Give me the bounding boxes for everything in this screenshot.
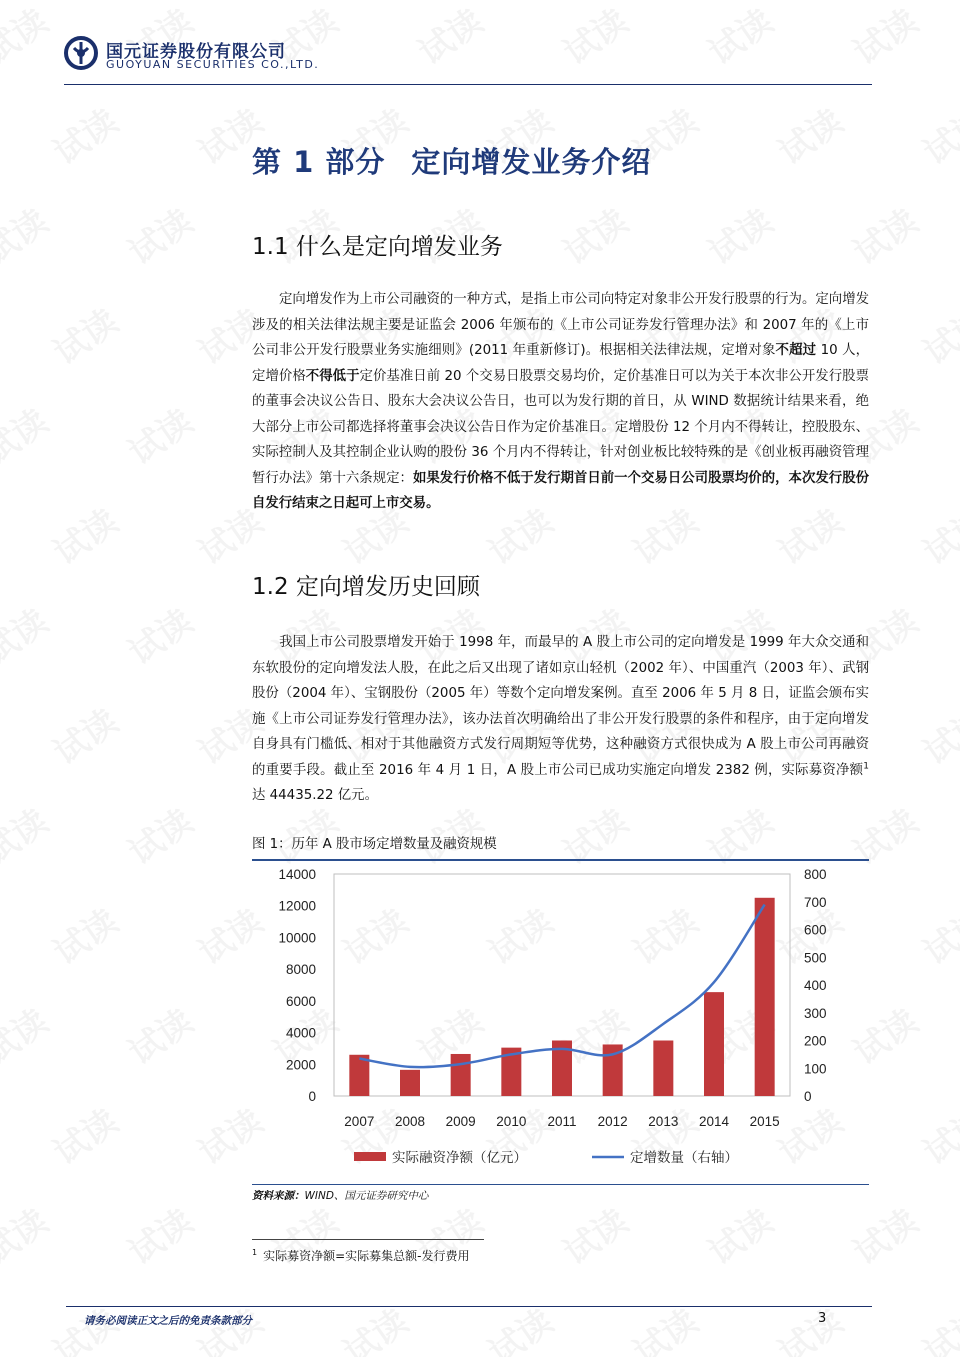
- legend-bar-label: 实际融资净额（亿元）: [392, 1150, 527, 1166]
- watermark-text: [912, 495, 960, 574]
- x-tick-label: 2007: [344, 1114, 375, 1129]
- x-tick-label: 2009: [445, 1114, 476, 1129]
- y-right-tick-label: 100: [804, 1061, 827, 1077]
- chart: [252, 862, 869, 1184]
- y-left-tick-label: 14000: [278, 867, 316, 882]
- y-left-tick-label: 4000: [285, 1025, 316, 1041]
- y-right-tick-label: 800: [804, 867, 827, 882]
- watermark-text: [42, 695, 126, 774]
- para1-text-1: 定向增发作为上市公司融资的一种方式，是指上市公司向特定对象非公开发行股票的行为。定向增发涉及的相关法律法规主要是证监会 2006 年颁布的《上市公司证券发行管理办法》和 2007 年的《上市公司非公开发行股票业务实施细则》(2011 年重新修订)。根据相关法律法规，定增对象: [252, 292, 869, 358]
- watermark-text: [912, 1295, 960, 1357]
- source-label: 资料来源：: [252, 1190, 305, 1202]
- x-tick-label: 2010: [496, 1114, 527, 1129]
- y-right-tick-label: 0: [804, 1089, 812, 1104]
- watermark-text: [912, 295, 960, 374]
- watermark-text: [552, 195, 636, 274]
- paragraph-history: [252, 630, 869, 809]
- x-tick-label: 2011: [547, 1114, 577, 1129]
- watermark-text: [117, 395, 201, 474]
- bar: [704, 992, 724, 1096]
- legend-bar-swatch: [354, 1152, 386, 1161]
- footnote: [252, 1247, 469, 1264]
- watermark-text: [0, 995, 56, 1074]
- watermark-text: [42, 95, 126, 174]
- y-right-tick-label: 300: [804, 1005, 827, 1021]
- watermark-text: [912, 695, 960, 774]
- bar: [755, 898, 775, 1096]
- para1-text-2: 10 人，定增价格: [252, 343, 870, 384]
- watermark-text: [697, 195, 781, 274]
- para1-bold-1: 不超过: [775, 343, 817, 358]
- para2-text-1: 我国上市公司股票增发开始于 1998 年，而最早的 A 股上市公司的定向增发是 1999 年大众交通和东软股份的定向增发法人股，在此之后又出现了诸如京山轻机（2002 年）、中国重汽（2003 年）、武钢股份（2004 年）、宝钢股份（2005 年）等数个定向增发案例。直至 2006 年 5 月 8 日，证监会颁布实施《上市公司证券发行管理办法》，该办法首次明确给出了非公开发行股票的条件和程序，由于定向增发自身具有门槛低、相对于其他融资方式发行周期短等优势，这种融资方式很快成为 A 股上市公司再融资的重要手段。截止至 2016 年 4 月 1 日，A 股上市公司已成功实施定向增发 2382 例，实际募资净额: [252, 635, 869, 778]
- watermark-text: [842, 195, 926, 274]
- watermark-text: [767, 95, 851, 174]
- y-right-tick-label: 700: [804, 894, 827, 910]
- x-tick-label: 2014: [698, 1114, 730, 1129]
- para1-bold-3: 如果发行价格不低于发行期首日前一个交易日公司股票均价的，本次发行股份自发行结束之日起可上市交易。: [252, 470, 870, 511]
- footnote-ref[interactable]: 1: [863, 761, 869, 772]
- y-left-tick-label: 2000: [285, 1057, 316, 1073]
- figure-top-rule: [252, 859, 869, 861]
- watermark-text: [697, 1195, 781, 1274]
- company-name-cn: 国元证券股份有限公司: [106, 42, 286, 62]
- watermark-text: [117, 795, 201, 874]
- watermark-text: [842, 1195, 926, 1274]
- y-left-tick-label: 10000: [278, 930, 316, 946]
- x-tick-label: 2015: [749, 1114, 780, 1129]
- para1-text-3: 定价基准日前 20 个交易日股票交易均价，定价基准日可以为关于本次非公开发行股票的董事会决议公告日、股东大会决议公告日，也可以为发行期的首日，从 WIND 数据统计结果来看，绝大部分上市公司都选择将董事会决议公告日作为定价基准日。定增股份 12 个月内不得转让，控股股东、实际控制人及其控制企业认购的股份 36 个月内不得转让，针对创业板比较特殊的是《创业板再融资管理暂行办法》第十六条规定：: [252, 368, 869, 486]
- company-name-en: GUOYUAN SECURITIES CO.,LTD.: [106, 58, 320, 71]
- watermark-text: [117, 1195, 201, 1274]
- watermark-text: [912, 1095, 960, 1174]
- x-tick-label: 2013: [648, 1114, 679, 1129]
- source-text: WIND、国元证券研究中心: [304, 1190, 429, 1202]
- para2-text-2: 达 44435.22 亿元。: [252, 788, 378, 803]
- watermark-text: [42, 295, 126, 374]
- watermark-text: [42, 1095, 126, 1174]
- figure-title: 图 1：历年 A 股市场定增数量及融资规模: [252, 837, 497, 852]
- y-right-tick-label: 500: [804, 950, 827, 966]
- watermark-text: [912, 895, 960, 974]
- section-heading-1-1: 1.1 什么是定向增发业务: [252, 234, 503, 260]
- footnote-number: 1: [252, 1248, 258, 1257]
- page-number: 3: [818, 1311, 827, 1326]
- bar: [400, 1070, 420, 1096]
- watermark-text: [42, 495, 126, 574]
- part-title: [252, 140, 651, 181]
- watermark-text: [0, 795, 56, 874]
- watermark-text: [0, 195, 56, 274]
- x-tick-label: 2008: [394, 1114, 426, 1129]
- watermark-text: [0, 1195, 56, 1274]
- bar: [451, 1054, 471, 1096]
- y-right-tick-label: 600: [804, 922, 827, 938]
- legend-line-label: 定增数量（右轴）: [630, 1150, 738, 1166]
- page-header: [64, 34, 874, 88]
- figure-bottom-rule: [252, 1184, 869, 1185]
- watermark-text: [332, 1295, 416, 1357]
- watermark-text: [0, 0, 56, 74]
- footnote-divider: [252, 1239, 484, 1240]
- footnote-text: 实际募资净额=实际募集总额-发行费用: [263, 1249, 470, 1263]
- paragraph-definition: [252, 287, 869, 517]
- chart-svg: [252, 862, 869, 1184]
- watermark-text: [767, 1295, 851, 1357]
- watermark-text: [117, 595, 201, 674]
- watermark-text: [912, 95, 960, 174]
- y-left-tick-label: 12000: [278, 898, 316, 914]
- y-right-tick-label: 400: [804, 978, 827, 993]
- part-heading: 定向增发业务介绍: [411, 145, 652, 179]
- watermark-text: [117, 995, 201, 1074]
- bar: [653, 1041, 673, 1097]
- y-left-tick-label: 0: [308, 1089, 316, 1104]
- watermark-text: [622, 1295, 706, 1357]
- watermark-text: [477, 1295, 561, 1357]
- footer-disclaimer: 请务必阅读正文之后的免责条款部分: [84, 1315, 252, 1327]
- y-left-tick-label: 6000: [285, 993, 316, 1009]
- watermark-text: [0, 395, 56, 474]
- footer-divider: [66, 1306, 872, 1307]
- y-left-tick-label: 8000: [285, 962, 316, 978]
- part-label: 第 1 部分: [252, 145, 386, 179]
- section-heading-1-2: 1.2 定向增发历史回顾: [252, 574, 480, 600]
- y-right-tick-label: 200: [804, 1033, 827, 1049]
- figure-source: [252, 1188, 428, 1203]
- watermark-text: [0, 595, 56, 674]
- para1-bold-2: 不得低于: [305, 368, 360, 384]
- watermark-text: [552, 1195, 636, 1274]
- company-logo-icon: [64, 36, 98, 70]
- watermark-text: [42, 895, 126, 974]
- header-divider: [64, 84, 872, 85]
- watermark-text: [117, 195, 201, 274]
- x-tick-label: 2012: [597, 1114, 628, 1129]
